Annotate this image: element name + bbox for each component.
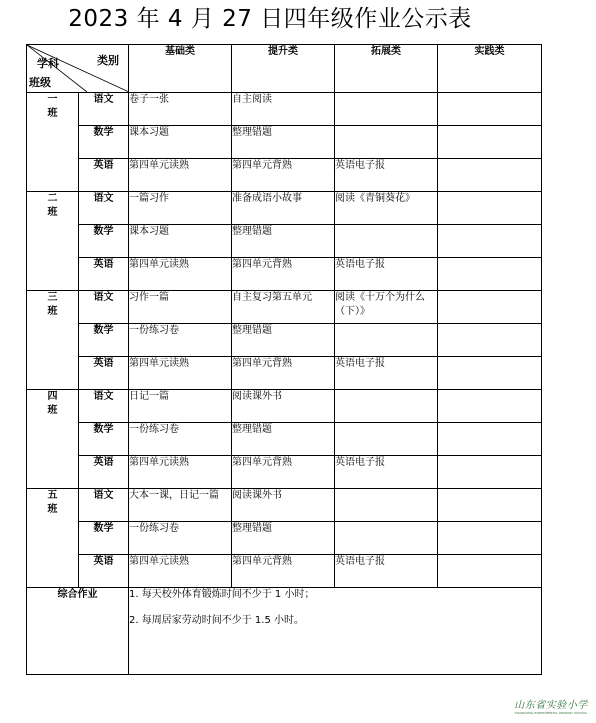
- homework-cell: [335, 522, 438, 555]
- homework-cell: 课本习题: [129, 225, 232, 258]
- subject-name-cell: 英语: [79, 555, 129, 588]
- table-row: [27, 423, 542, 456]
- homework-cell: 整理错题: [232, 423, 335, 456]
- homework-cell: 自主阅读: [232, 93, 335, 126]
- table-row: [27, 159, 542, 192]
- column-header-improve: 提升类: [232, 45, 335, 93]
- class-name-cell: 五 班: [27, 489, 79, 588]
- class-name-cell: 二 班: [27, 192, 79, 291]
- homework-cell: 整理错题: [232, 522, 335, 555]
- header-row: [27, 45, 542, 93]
- subject-name-cell: 英语: [79, 159, 129, 192]
- homework-cell: [335, 225, 438, 258]
- combined-body-cell: [129, 588, 542, 675]
- homework-table: [26, 44, 542, 675]
- homework-cell: [438, 192, 542, 225]
- class-name-cell: 四 班: [27, 390, 79, 489]
- homework-cell: 大本一课，日记一篇: [129, 489, 232, 522]
- homework-cell: [438, 225, 542, 258]
- homework-cell: [335, 489, 438, 522]
- homework-cell: 第四单元读熟: [129, 357, 232, 390]
- homework-cell: 习作一篇: [129, 291, 232, 324]
- homework-cell: 整理错题: [232, 324, 335, 357]
- table-row: [27, 390, 542, 423]
- subject-name-cell: 数学: [79, 126, 129, 159]
- homework-cell: [438, 489, 542, 522]
- homework-cell: [335, 390, 438, 423]
- table-row: [27, 291, 542, 324]
- homework-cell: 第四单元背熟: [232, 456, 335, 489]
- homework-cell: 第四单元背熟: [232, 159, 335, 192]
- homework-cell: [438, 423, 542, 456]
- homework-cell: [438, 291, 542, 324]
- homework-cell: 阅读课外书: [232, 390, 335, 423]
- homework-cell: 第四单元背熟: [232, 357, 335, 390]
- subject-name-cell: 数学: [79, 423, 129, 456]
- school-logo-english: SHANDONG EXPERIMENTAL PRIMARY SCHOOL: [514, 711, 588, 715]
- homework-cell: [438, 522, 542, 555]
- subject-name-cell: 语文: [79, 192, 129, 225]
- class-label: 班级: [29, 76, 51, 89]
- table-row: [27, 522, 542, 555]
- homework-cell: 整理错题: [232, 126, 335, 159]
- table-row: [27, 258, 542, 291]
- column-header-basic: 基础类: [129, 45, 232, 93]
- homework-cell: [438, 93, 542, 126]
- combined-item: 1. 每天校外体育锻炼时间不少于 1 小时；: [129, 589, 315, 600]
- class-name-cell: 三 班: [27, 291, 79, 390]
- homework-cell: [438, 258, 542, 291]
- homework-cell: [438, 159, 542, 192]
- table-row: [27, 357, 542, 390]
- school-logo: [508, 696, 594, 715]
- homework-cell: [438, 324, 542, 357]
- homework-cell: 一份练习卷: [129, 324, 232, 357]
- table-row: [27, 456, 542, 489]
- homework-cell: [438, 456, 542, 489]
- homework-cell: 整理错题: [232, 225, 335, 258]
- homework-cell: [438, 357, 542, 390]
- table-row: [27, 93, 542, 126]
- school-logo-name: 山东省实验小学: [514, 700, 588, 711]
- table-row: [27, 324, 542, 357]
- homework-cell: 第四单元读熟: [129, 159, 232, 192]
- subject-name-cell: 数学: [79, 522, 129, 555]
- homework-cell: 阅读《十万个为什么（下）》: [335, 291, 438, 324]
- homework-cell: [335, 324, 438, 357]
- homework-cell: 第四单元读熟: [129, 258, 232, 291]
- class-name-cell: 一 班: [27, 93, 79, 192]
- homework-cell: [438, 390, 542, 423]
- combined-item: 2. 每周居家劳动时间不少于 1.5 小时。: [129, 615, 304, 626]
- homework-cell: [335, 93, 438, 126]
- homework-cell: [335, 423, 438, 456]
- homework-cell: 一份练习卷: [129, 522, 232, 555]
- homework-cell: [438, 126, 542, 159]
- homework-cell: 课本习题: [129, 126, 232, 159]
- table-row: [27, 225, 542, 258]
- subject-name-cell: 数学: [79, 225, 129, 258]
- subject-name-cell: 数学: [79, 324, 129, 357]
- homework-cell: [335, 126, 438, 159]
- column-header-practice: 实践类: [438, 45, 542, 93]
- table-row: [27, 489, 542, 522]
- homework-cell: 阅读课外书: [232, 489, 335, 522]
- homework-cell: 第四单元读熟: [129, 555, 232, 588]
- subject-name-cell: 语文: [79, 489, 129, 522]
- homework-cell: 英语电子报: [335, 456, 438, 489]
- combined-label-cell: 综合作业: [27, 588, 129, 675]
- homework-cell: 英语电子报: [335, 258, 438, 291]
- subject-name-cell: 英语: [79, 357, 129, 390]
- homework-cell: [438, 555, 542, 588]
- homework-cell: 阅读《青铜葵花》: [335, 192, 438, 225]
- homework-cell: 准备成语小故事: [232, 192, 335, 225]
- table-row: [27, 126, 542, 159]
- homework-cell: 第四单元背熟: [232, 258, 335, 291]
- subject-name-cell: 语文: [79, 93, 129, 126]
- homework-cell: 英语电子报: [335, 555, 438, 588]
- category-label: 类别: [97, 54, 119, 67]
- page-title: 2023 年 4 月 27 日四年级作业公示表: [68, 6, 472, 32]
- homework-cell: 一份练习卷: [129, 423, 232, 456]
- column-header-extend: 拓展类: [335, 45, 438, 93]
- subject-name-cell: 语文: [79, 390, 129, 423]
- homework-cell: 英语电子报: [335, 159, 438, 192]
- homework-cell: 自主复习第五单元: [232, 291, 335, 324]
- subject-name-cell: 英语: [79, 258, 129, 291]
- combined-row: [27, 588, 542, 675]
- table-row: [27, 555, 542, 588]
- table-row: [27, 192, 542, 225]
- subject-label: 学科: [37, 57, 59, 70]
- homework-cell: 第四单元背熟: [232, 555, 335, 588]
- subject-name-cell: 语文: [79, 291, 129, 324]
- homework-cell: 英语电子报: [335, 357, 438, 390]
- homework-cell: 第四单元读熟: [129, 456, 232, 489]
- subject-name-cell: 英语: [79, 456, 129, 489]
- homework-cell: 卷子一张: [129, 93, 232, 126]
- header-corner-cell: [27, 45, 129, 93]
- homework-cell: 一篇习作: [129, 192, 232, 225]
- homework-cell: 日记一篇: [129, 390, 232, 423]
